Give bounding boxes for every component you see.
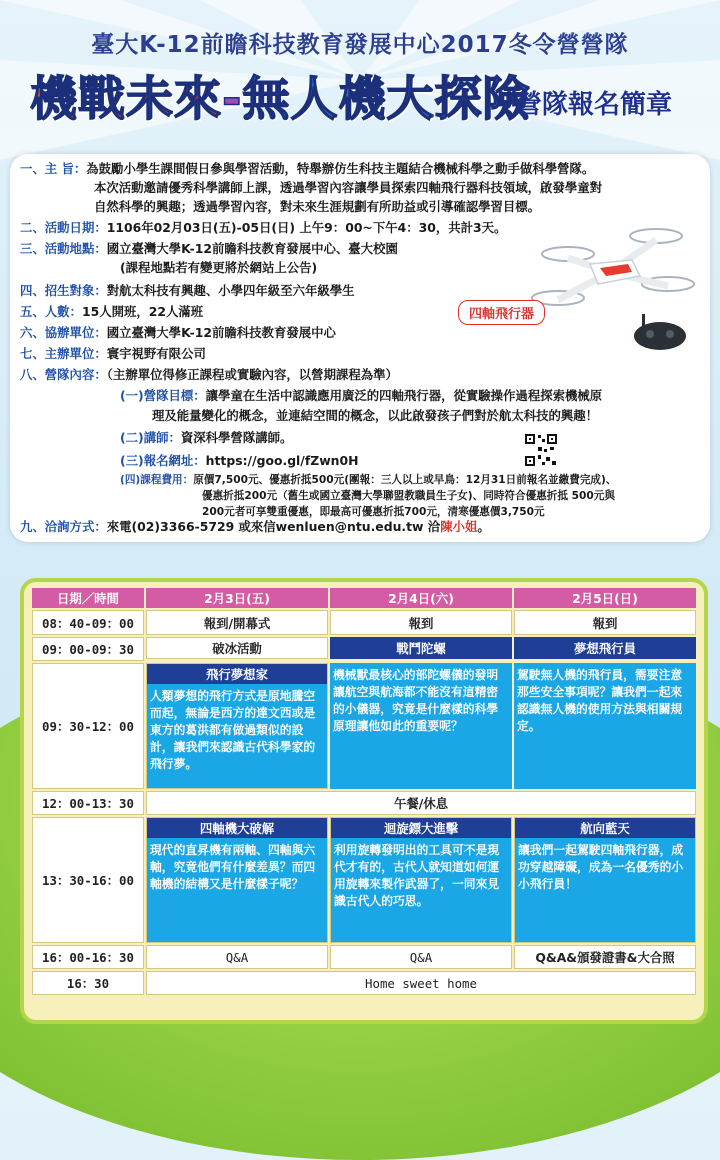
info-item-4: 四、招生對象：對航太科技有興趣、小學四年級至六年級學生 — [20, 283, 355, 298]
table-row — [32, 610, 696, 635]
activity-description: 人類夢想的飛行方式是原地騰空而起，無論是西方的達文西或是東方的葛洪都有做過類似的設計，讓我們來認識古代科學家的飛行夢。 — [147, 684, 327, 788]
info-item-8: 八、營隊內容：（主辦單位得修正課程或實驗內容，以營期課程為準） — [20, 367, 398, 382]
title-part-1: 機戰未來 — [30, 72, 222, 127]
column-header: 2月4日(六) — [330, 588, 512, 608]
qr-code-icon[interactable] — [524, 433, 558, 467]
activity-title: 航向藍天 — [515, 818, 695, 838]
info-item-6: 六、協辦單位：國立臺灣大學K-12前瞻科技教育發展中心 — [20, 325, 336, 340]
activity-title: 飛行夢想家 — [147, 664, 327, 684]
schedule-panel — [20, 578, 708, 1024]
activity-cell — [514, 817, 696, 943]
time-cell: 16：30 — [32, 971, 144, 995]
table-cell: Q&A&頒發證書&大合照 — [514, 945, 696, 969]
info-item-1: 一、主 旨：為鼓勵小學生課間假日參與學習活動，特舉辦仿生科技主題結合機械科學之動手做科學營隊。 — [20, 161, 595, 176]
register-url[interactable]: https://goo.gl/fZwn0H — [205, 453, 359, 468]
drone-illustration — [528, 214, 704, 364]
time-cell: 16：00-16：30 — [32, 945, 144, 969]
info-item-3: 三、活動地點：國立臺灣大學K-12前瞻科技教育發展中心、臺大校園 — [20, 241, 398, 256]
activity-cell — [146, 817, 328, 943]
drone-tag: 四軸飛行器 — [458, 300, 545, 325]
table-cell: 午餐/休息 — [146, 791, 696, 815]
teacher-line: (二)講師：資深科學營隊講師。 — [120, 430, 293, 445]
fee-line-3: 200元者可享雙重優惠，即最高可優惠折抵700元，清寒優惠價3,750元 — [202, 506, 545, 518]
table-cell: 破冰活動 — [146, 637, 328, 659]
info-item-2: 二、活動日期：1106年02月03日(五)-05日(日) 上午9：00~下午4：30，共計3天。 — [20, 220, 507, 235]
time-cell: 12：00-13：30 — [32, 791, 144, 815]
title-part-3: 無人機大探險 — [242, 72, 531, 127]
activity-description: 現代的直昇機有兩軸、四軸與六軸，究竟他們有什麼差異？而四軸機的結構又是什麼樣子呢？ — [147, 838, 327, 942]
activity-title: 四軸機大破解 — [147, 818, 327, 838]
table-cell: Q&A — [330, 945, 512, 969]
info-item-7: 七、主辦單位：寰宇視野有限公司 — [20, 346, 206, 361]
table-cell: 報到/開幕式 — [146, 610, 328, 635]
title-suffix: 營隊報名簡章 — [516, 90, 673, 120]
title-part-2: - — [222, 72, 243, 127]
activity-description: 讓我們一起駕駛四軸飛行器，成功穿越障礙，成為一名優秀的小小飛行員！ — [515, 838, 695, 942]
url-line: (三)報名網址：https://goo.gl/fZwn0H — [120, 453, 359, 468]
goal-line-1: (一)營隊目標：讓學童在生活中認識應用廣泛的四軸飛行器，從實驗操作過程探索機械原 — [120, 388, 603, 403]
table-cell: Home sweet home — [146, 971, 696, 995]
table-row — [32, 791, 696, 815]
column-header: 日期／時間 — [32, 588, 144, 608]
schedule-table — [30, 586, 698, 997]
info-item-1-line-3: 自然科學的興趣；透過學習內容，對未來生涯規劃有所助益或引導確認學習目標。 — [94, 199, 541, 214]
activity-title: 戰鬥陀螺 — [330, 637, 512, 659]
page-title — [30, 62, 531, 129]
column-header: 2月3日(五) — [146, 588, 328, 608]
table-row — [32, 971, 696, 995]
info-item-3-line-2: (課程地點若有變更將於網站上公告) — [120, 260, 318, 275]
column-header: 2月5日(日) — [514, 588, 696, 608]
activity-description: 駕駛無人機的飛行員，需要注意那些安全事項呢？讓我們一起來認識無人機的使用方法與相關規定。 — [514, 663, 696, 789]
fee-line-1: (四)課程費用：原價7,500元、優惠折抵500元(團報：三人以上或早鳥：12月31日前報名並繳費完成)、 — [120, 474, 617, 486]
goal-line-2: 理及能量變化的概念，並連結空間的概念，以此啟發孩子們對於航太科技的興趣！ — [152, 408, 599, 423]
time-cell: 13：30-16：00 — [32, 817, 144, 943]
activity-description: 利用旋轉發明出的工具可不是現代才有的，古代人就知道如何運用旋轉來製作武器了，一同來見識古代人的巧思。 — [331, 838, 511, 942]
table-cell: Q&A — [146, 945, 328, 969]
title-row — [30, 62, 710, 126]
table-cell: 報到 — [330, 610, 512, 635]
table-cell: 報到 — [514, 610, 696, 635]
time-cell: 09：30-12：00 — [32, 663, 144, 789]
table-row — [32, 637, 696, 659]
activity-description: 機械獸最核心的部陀螺儀的發明讓航空與航海都不能沒有這精密的小儀器，究竟是什麼樣的科學原理讓他如此的重要呢？ — [330, 663, 512, 789]
activity-title: 夢想飛行員 — [514, 637, 696, 659]
table-row — [32, 817, 696, 943]
time-cell: 09：00-09：30 — [32, 637, 144, 661]
time-cell: 08：40-09：00 — [32, 610, 144, 635]
table-row — [32, 663, 696, 789]
table-header-row — [32, 588, 696, 608]
table-row — [32, 945, 696, 969]
activity-title: 迴旋鏢大進擊 — [331, 818, 511, 838]
info-item-5: 五、人數：15人開班，22人滿班 — [20, 304, 204, 319]
header-subtitle: 臺大K-12前瞻科技教育發展中心2017冬令營營隊 — [91, 32, 629, 58]
activity-cell — [330, 817, 512, 943]
info-item-1-line-2: 本次活動邀請優秀科學講師上課，透過學習內容讓學員探索四軸飛行器科技領域，啟發學童對 — [94, 180, 603, 195]
activity-cell — [146, 663, 328, 789]
contact-line: 九、洽詢方式：來電(02)3366-5729 或來信wenluen@ntu.edu.tw 洽陳小姐。 — [20, 519, 490, 534]
fee-line-2: 優惠折抵200元（舊生或國立臺灣大學聯盟教職員生子女)、同時符合優惠折抵 500元與 — [202, 490, 615, 502]
